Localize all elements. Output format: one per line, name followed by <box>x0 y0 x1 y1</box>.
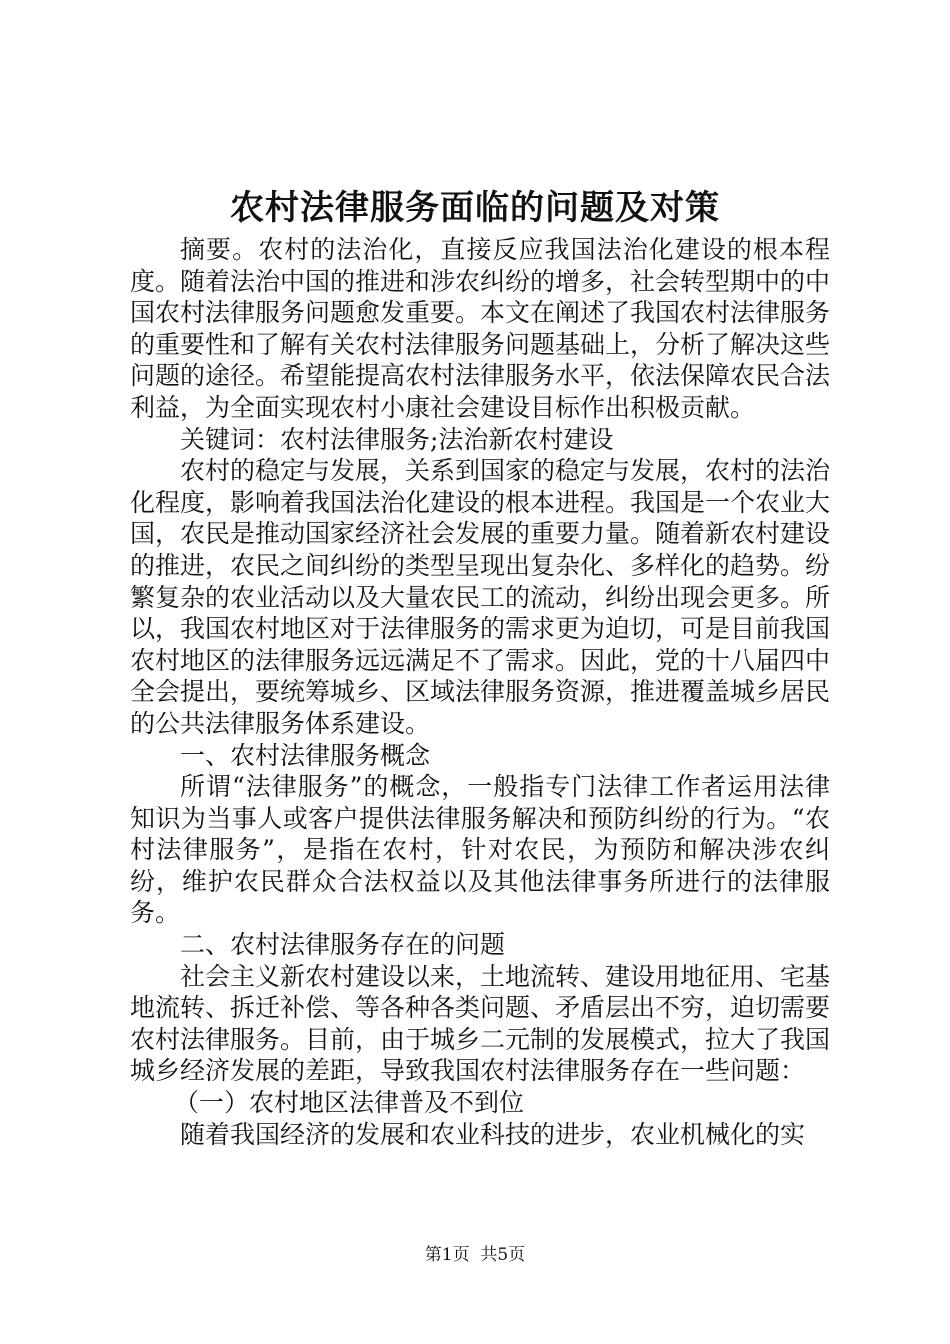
document-body <box>130 234 830 1150</box>
continued-paragraph: 随着我国经济的发展和农业科技的进步，农业机械化的实 <box>180 1119 806 1149</box>
document-title: 农村法律服务面临的问题及对策 <box>230 188 720 228</box>
subsection-heading-1: （一）农村地区法律普及不到位 <box>174 1088 525 1118</box>
section-heading-1: 一、农村法律服务概念 <box>180 740 431 770</box>
intro-paragraph: 农村的稳定与发展，关系到国家的稳定与发展，农村的法治化程度，影响着我国法治化建设的根本进程。我国是一个农业大国，农民是推动国家经济社会发展的重要力量。随着新农村建设的推进，农民之间纠纷的类型呈现出复杂化、多样化的趋势。纷繁复杂的农业活动以及大量农民工的流动，纠纷出现会更多。所以，我国农村地区对于法律服务的需求更为迫切，可是目前我国农村地区的法律服务远远满足不了需求。因此，党的十八届四中全会提出，要统筹城乡、区域法律服务资源，推进覆盖城乡居民的公共法律服务体系建设。 <box>130 456 831 738</box>
abstract-paragraph: 摘要。农村的法治化，直接反应我国法治化建设的根本程度。随着法治中国的推进和涉农纠纷的增多，社会转型期中的中国农村法律服务问题愈发重要。本文在阐述了我国农村法律服务的重要性和了解有关农村法律服务问题基础上，分析了解决这些问题的途径。希望能提高农村法律服务水平，依法保障农民合法利益，为全面实现农村小康社会建设目标作出积极贡献。 <box>130 235 831 422</box>
keywords-line: 关键词：农村法律服务;法治新农村建设 <box>180 424 614 454</box>
problems-paragraph: 社会主义新农村建设以来，土地流转、建设用地征用、宅基地流转、拆迁补偿、等各种各类问题、矛盾层出不穷，迫切需要农村法律服务。目前，由于城乡二元制的发展模式，拉大了我国城乡经济发展的差距，导致我国农村法律服务存在一些问题： <box>130 961 831 1086</box>
concept-paragraph: 所谓“法律服务”的概念，一般指专门法律工作者运用法律知识为当事人或客户提供法律服务解决和预防纠纷的行为。“农村法律服务”，是指在农村，针对农民，为预防和解决涉农纠纷，维护农民群众合法权益以及其他法律事务所进行的法律服务。 <box>130 772 830 928</box>
section-heading-2: 二、农村法律服务存在的问题 <box>180 930 506 960</box>
page-footer: 第1页 共5页 <box>424 1245 526 1265</box>
